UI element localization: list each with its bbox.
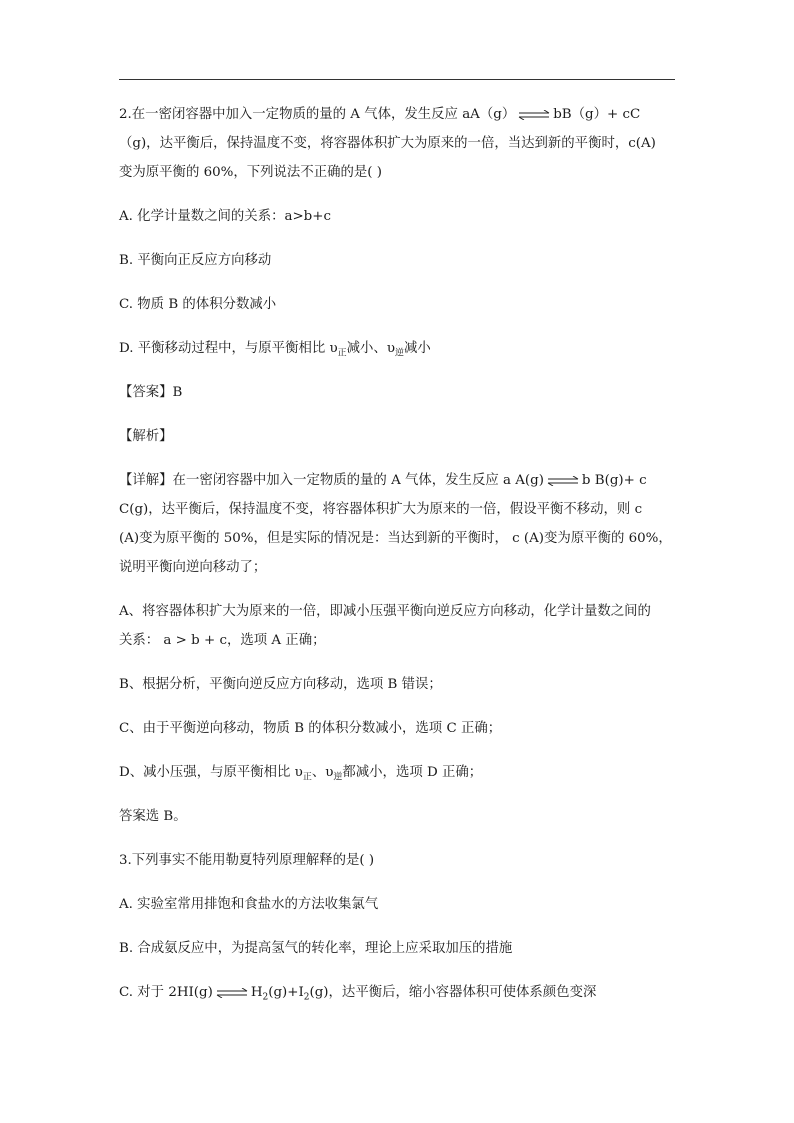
document-body (119, 100, 677, 1007)
text: b B(g)+ c (581, 473, 647, 488)
subscript: 2 (262, 992, 269, 1003)
question-2-line-3: 变为原平衡的 60%，下列说法不正确的是( ) (119, 165, 382, 180)
question-3-option-c (119, 978, 677, 1007)
subscript: 逆 (333, 772, 343, 783)
explanation-c: C、由于平衡逆向移动，物质 B 的体积分数减小，选项 C 正确； (119, 721, 502, 736)
text: D. 平衡移动过程中，与原平衡相比 υ (119, 341, 338, 356)
option-c: C. 物质 B 的体积分数减小 (119, 297, 277, 312)
equilibrium-arrow-icon (547, 476, 579, 486)
option-a: A. 化学计量数之间的关系：a>b+c (119, 209, 331, 224)
text: bB（g）+ cC (553, 107, 641, 122)
question-3-option-a: A. 实验室常用排饱和食盐水的方法收集氯气 (119, 897, 379, 912)
equilibrium-arrow-icon (216, 988, 248, 998)
detail-line-1 (119, 466, 677, 495)
detail-line-4: 说明平衡向逆向移动了； (119, 560, 267, 575)
text: H (250, 985, 263, 1000)
text: 【详解】在一密闭容器中加入一定物质的量的 A 气体，发生反应 a A(g) (119, 473, 544, 488)
option-d (119, 334, 677, 363)
detail-line-2: C(g)，达平衡后，保持温度不变，将容器体积扩大为原来的一倍，假设平衡不移动，则 c (119, 502, 643, 517)
subscript: 正 (302, 772, 312, 783)
question-2-line-1 (119, 100, 677, 129)
text: 减小 (403, 341, 431, 356)
subscript: 正 (337, 348, 347, 359)
text: 2.在一密闭容器中加入一定物质的量的 A 气体，发生反应 aA（g） (119, 107, 516, 122)
explanation-d (119, 758, 677, 787)
text: (g)，达平衡后，缩小容器体积可使体系颜色变深 (309, 985, 597, 1000)
detail-line-3: (A)变为原平衡的 50%，但是实际的情况是：当达到新的平衡时， c (A)变为原平衡的 60%， (119, 531, 672, 546)
header-rule (119, 79, 675, 80)
question-2-line-2: （g)，达平衡后，保持温度不变，将容器体积扩大为原来的一倍，当达到新的平衡时，c(A) (119, 136, 656, 151)
question-3-option-b: B. 合成氨反应中，为提高氢气的转化率，理论上应采取加压的措施 (119, 941, 513, 956)
text: 减小、υ (346, 341, 395, 356)
conclusion: 答案选 B。 (119, 809, 187, 824)
text: (g)+I (268, 985, 304, 1000)
subscript: 2 (303, 992, 310, 1003)
explanation-a-line-2: 关系： a > b + c，选项 A 正确； (119, 633, 326, 648)
explanation-a-line-1: A、将容器体积扩大为原来的一倍，即减小压强平衡向逆反应方向移动，化学计量数之间的 (119, 604, 651, 619)
text: C. 对于 2HI(g) (119, 985, 213, 1000)
answer: 【答案】B (119, 385, 183, 400)
text: 都减小，选项 D 正确； (342, 765, 483, 780)
equilibrium-arrow-icon (518, 110, 550, 120)
option-b: B. 平衡向正反应方向移动 (119, 253, 272, 268)
analysis-title: 【解析】 (119, 429, 173, 444)
question-3-stem: 3.下列事实不能用勒夏特列原理解释的是( ) (119, 853, 375, 868)
text: 、υ (311, 765, 334, 780)
subscript: 逆 (394, 348, 404, 359)
explanation-b: B、根据分析，平衡向逆反应方向移动，选项 B 错误； (119, 677, 442, 692)
text: D、减小压强，与原平衡相比 υ (119, 765, 303, 780)
